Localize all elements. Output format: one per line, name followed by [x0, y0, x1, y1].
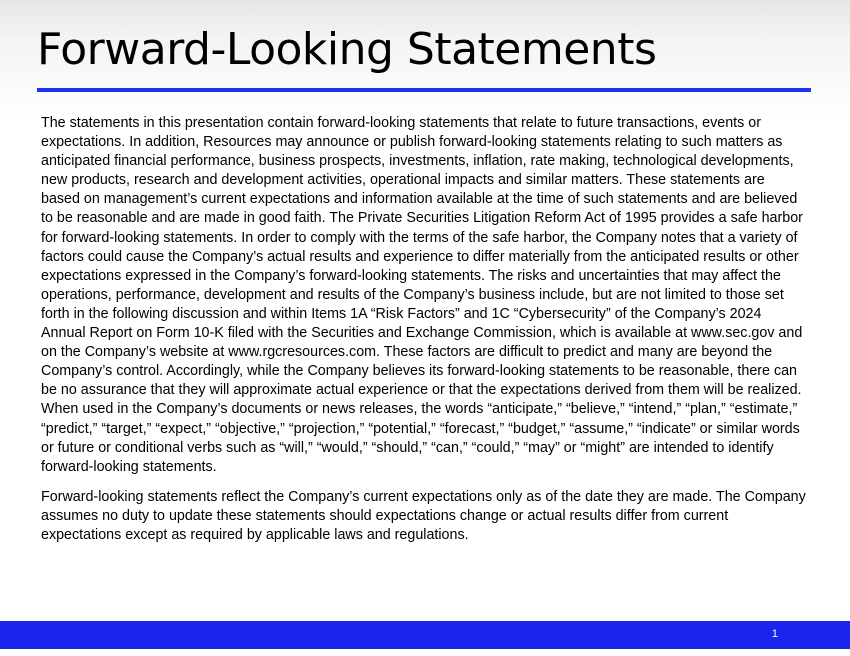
body-paragraph-no-duty-to-update: Forward-looking statements reflect the Company’s current expectations only as of the date they are made. The Company assumes no duty to update these statements should expectations change or actual results differ from current expectations except as required by applicable laws and regulations.: [41, 488, 806, 543]
title-underline-rule: [37, 88, 811, 92]
slide-body: [41, 114, 807, 545]
footer-bar: [0, 621, 850, 649]
page-number: 1: [771, 628, 778, 640]
body-paragraph-risk-disclosure: The statements in this presentation contain forward-looking statements that relate to future transactions, events or expectations. In addition, Resources may announce or publish forward-looking statements relating to such matters as anticipated financial performance, business prospects, investments, inflation, rate making, technological developments, new products, research and development activities, operational impacts and similar matters. These statements are based on management’s current expectations and information available at the time of such statements and are believed to be reasonable and are made in good faith. The Private Securities Litigation Reform Act of 1995 provides a safe harbor for forward-looking statements. In order to comply with the terms of the safe harbor, the Company notes that a variety of factors could cause the Company’s actual results and experience to differ materially from the anticipated results or other expectations expressed in the Company’s forward-looking statements. The risks and uncertainties that may affect the operations, performance, development and results of the Company’s business include, but are not limited to those set forth in the following discussion and within Items 1A “Risk Factors” and 1C “Cybersecurity” of the Company’s 2024 Annual Report on Form 10-K filed with the Securities and Exchange Commission, which is available at www.sec.gov and on the Company’s website at www.rgcresources.com. These factors are difficult to predict and many are beyond the Company’s control. Accordingly, while the Company believes its forward-looking statements to be reasonable, there can be no assurance that they will approximate actual experience or that the expectations derived from them will be realized. When used in the Company’s documents or news releases, the words “anticipate,” “believe,” “intend,” “plan,” “estimate,” “predict,” “target,” “expect,” “objective,” “projection,” “potential,” “forecast,” “budget,” “assume,” “indicate” or similar words or future or conditional verbs such as “will,” “would,” “should,” “can,” “could,” “may” or “might” are intended to identify forward-looking statements.: [41, 115, 803, 475]
slide-title: Forward-Looking Statements: [37, 24, 657, 75]
